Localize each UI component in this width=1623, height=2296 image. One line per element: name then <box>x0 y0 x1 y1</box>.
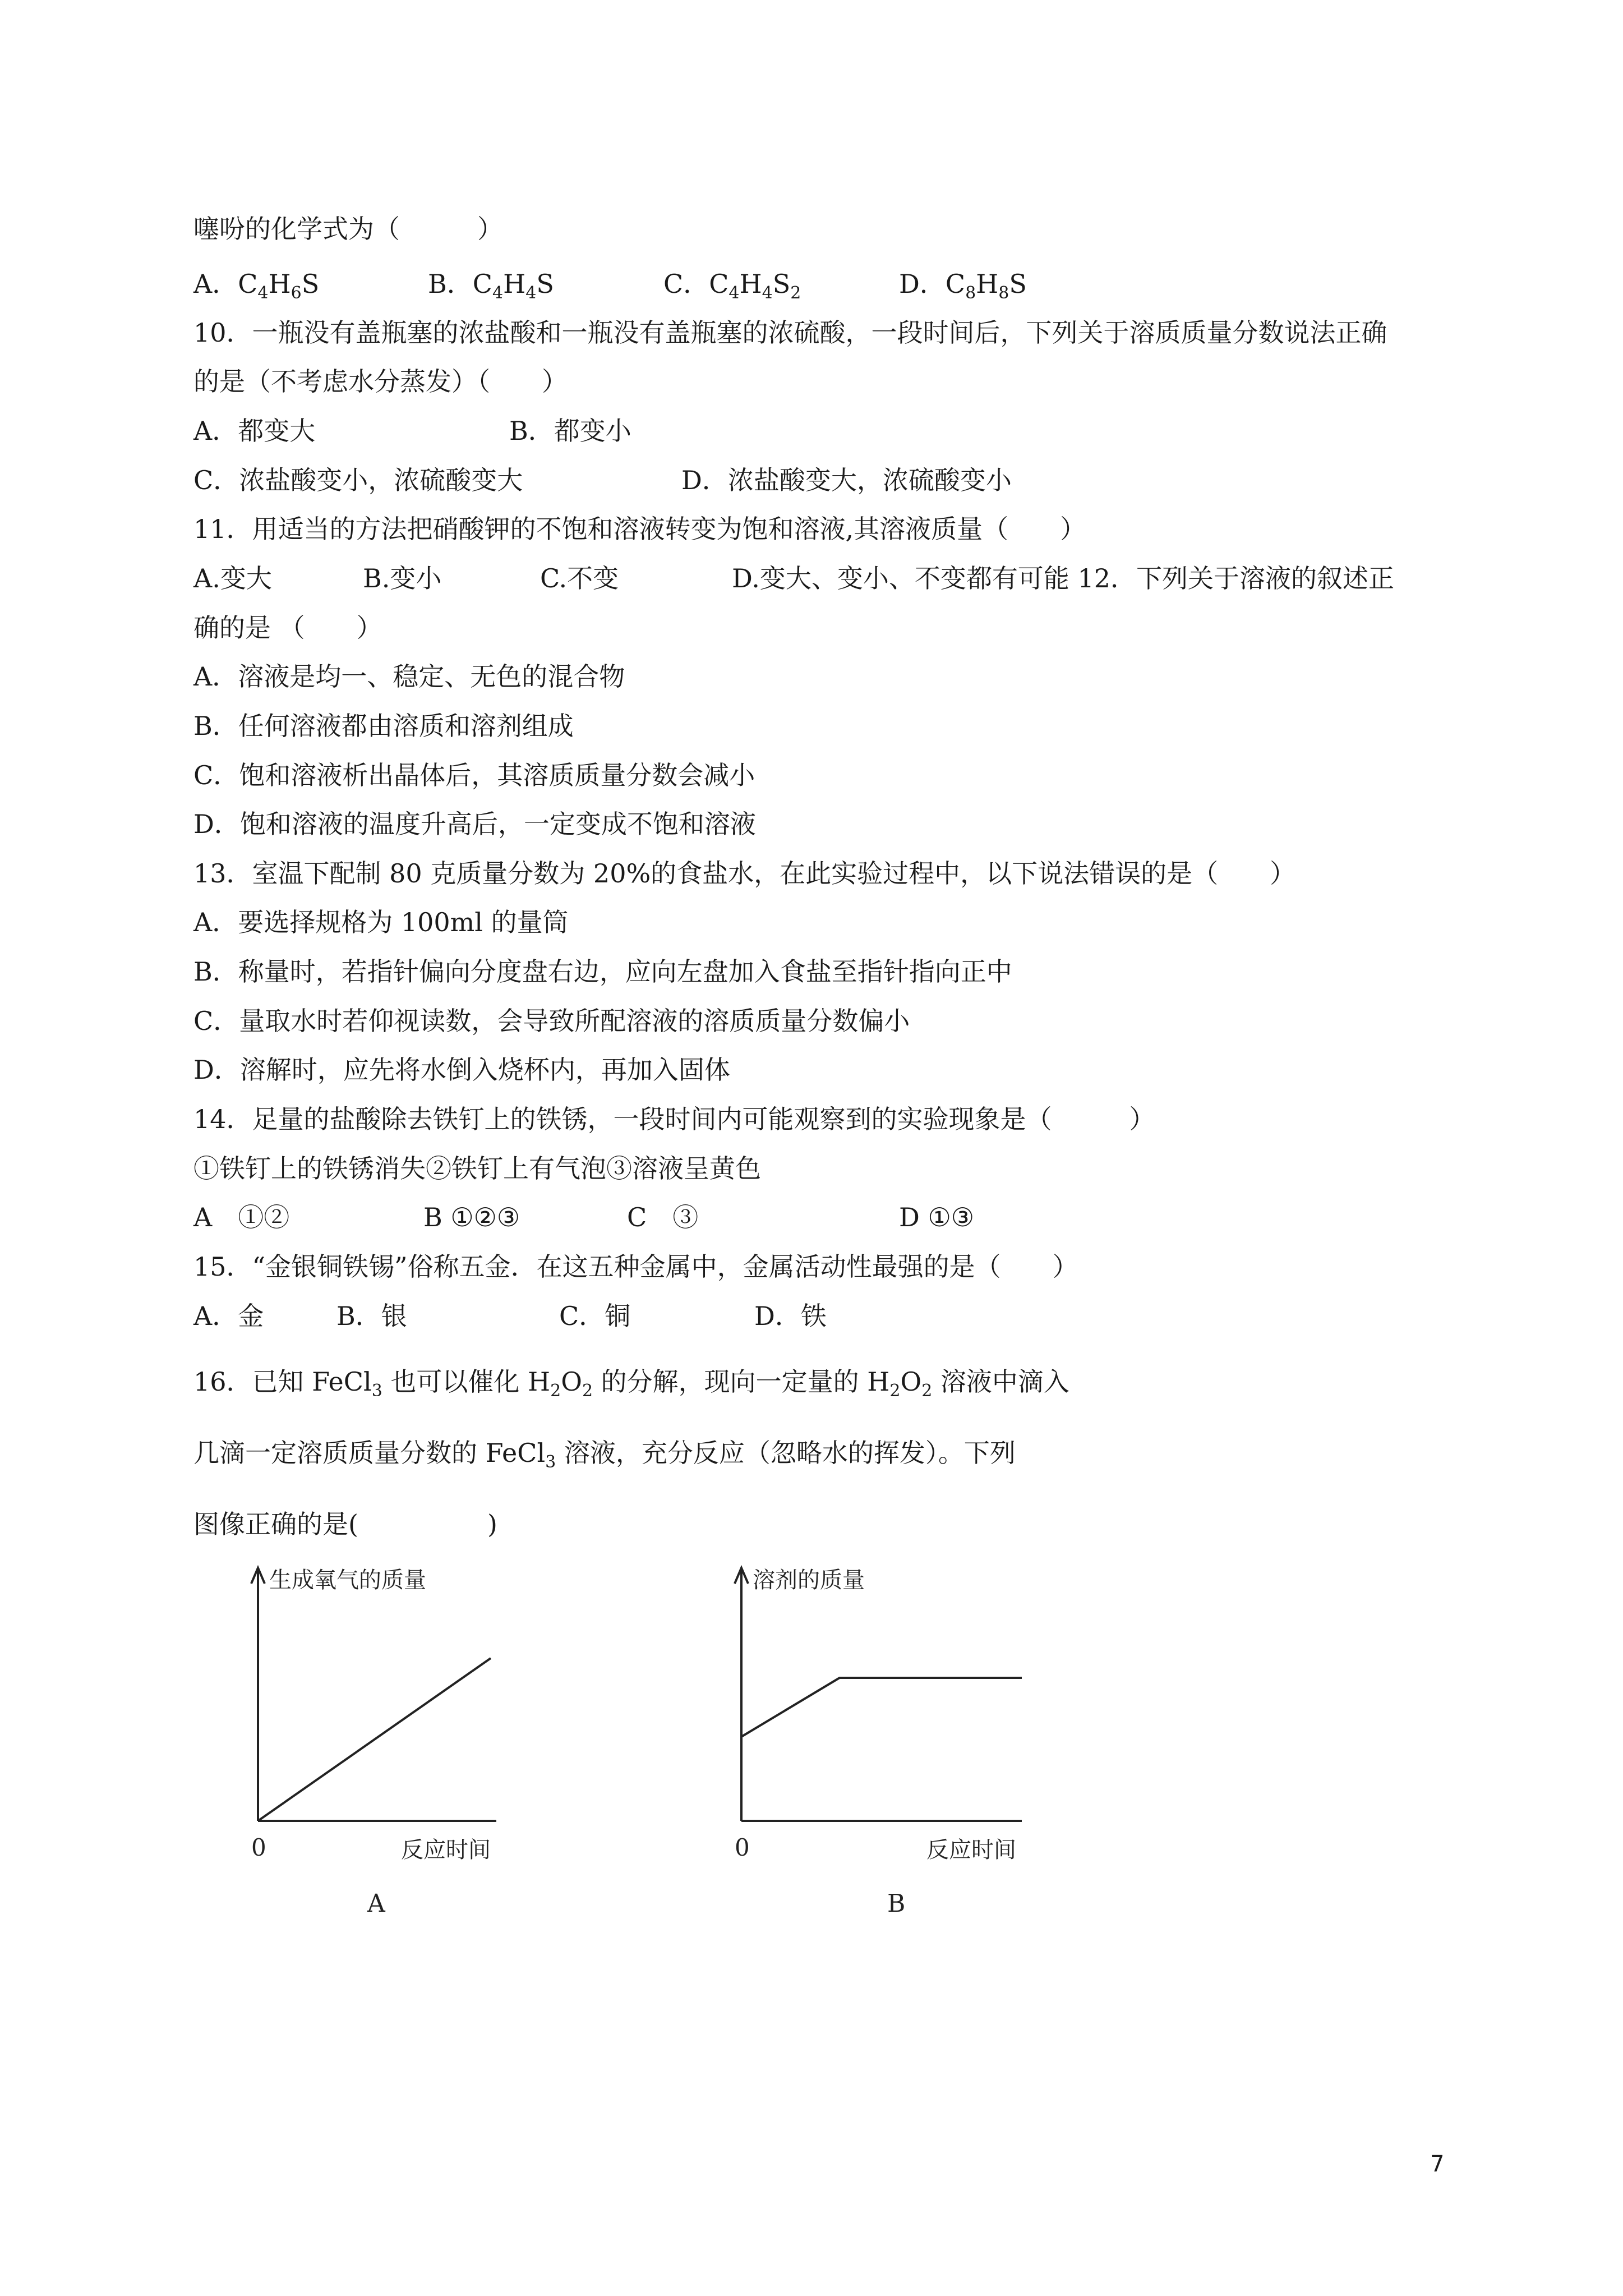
q9-d-mid: H <box>976 269 999 299</box>
q10-option-d[interactable]: D．浓盐酸变大，浓硫酸变小 <box>681 465 1012 495</box>
q12-option-a[interactable]: A．溶液是均一、稳定、无色的混合物 <box>193 661 625 692</box>
q16-stem-line1 <box>193 1365 1069 1401</box>
q9-c-suffix: S <box>772 269 791 299</box>
q16-stem-line3: 图像正确的是( ) <box>193 1509 497 1539</box>
q16-l1-a: 16．已知 FeCl <box>193 1366 372 1397</box>
q16-l1-sub4: 2 <box>889 1381 901 1401</box>
q9-option-d[interactable] <box>899 267 1027 301</box>
chart-b-y-label: 溶剂的质量 <box>753 1567 865 1593</box>
q13-option-a[interactable]: A．要选择规格为 100ml 的量筒 <box>193 907 569 937</box>
q12-option-c[interactable]: C．饱和溶液析出晶体后，其溶质质量分数会减小 <box>193 760 755 790</box>
q16-l1-e: O <box>900 1366 922 1397</box>
q16-l1-d: 的分解，现向一定量的 H <box>593 1366 890 1397</box>
q9-c-text: C．C <box>663 269 729 299</box>
q14-option-a[interactable]: A ①② <box>193 1202 290 1232</box>
q16-l1-sub1: 3 <box>371 1381 382 1401</box>
chart-b-series-line <box>741 1678 1022 1737</box>
q11-option-d-and-q12-start[interactable]: D.变大、变小、不变都有可能 12．下列关于溶液的叙述正 <box>732 563 1395 593</box>
q9-option-c[interactable] <box>663 267 801 301</box>
q10-option-a[interactable]: A．都变大 <box>193 416 316 446</box>
chart-a-series-line <box>258 1658 491 1821</box>
q9-b-sub1: 4 <box>492 283 504 303</box>
q13-option-c[interactable]: C．量取水时若仰视读数，会导致所配溶液的溶质质量分数偏小 <box>193 1006 910 1036</box>
q9-d-suffix: S <box>1009 269 1027 299</box>
q16-l2-sub1: 3 <box>545 1452 556 1472</box>
q16-l1-sub2: 2 <box>550 1381 561 1401</box>
q16-l1-c: O <box>561 1366 582 1397</box>
q16-l1-b: 也可以催化 H <box>382 1366 551 1397</box>
q10-stem-line1: 10．一瓶没有盖瓶塞的浓盐酸和一瓶没有盖瓶塞的浓硫酸，一段时间后，下列关于溶质质量分数说法正确 <box>193 318 1387 348</box>
q15-option-a[interactable]: A．金 <box>193 1301 264 1331</box>
q9-b-suffix: S <box>536 269 554 299</box>
q9-option-b[interactable] <box>428 267 554 301</box>
q9-d-sub1: 8 <box>965 283 976 303</box>
q13-option-b[interactable]: B．称量时，若指针偏向分度盘右边，应向左盘加入食盐至指针指向正中 <box>193 956 1012 987</box>
q9-b-mid: H <box>503 269 526 299</box>
chart-b-origin-label: 0 <box>735 1834 750 1861</box>
q14-option-d[interactable]: D ①③ <box>899 1202 974 1232</box>
chart-a-y-label: 生成氧气的质量 <box>269 1567 426 1593</box>
q11-option-c[interactable]: C.不变 <box>540 563 619 593</box>
chart-b-caption: B <box>887 1889 906 1918</box>
q9-c-sub2: 4 <box>762 283 773 303</box>
q16-l2-a: 几滴一定溶质质量分数的 FeCl <box>193 1438 546 1468</box>
q9-a-suffix: S <box>301 269 320 299</box>
q11-option-a[interactable]: A.变大 <box>193 563 272 593</box>
q14-option-b[interactable]: B ①②③ <box>423 1202 520 1232</box>
q9-d-sub2: 8 <box>998 283 1009 303</box>
q16-stem-line2 <box>193 1436 1016 1470</box>
page-number: 7 <box>1430 2151 1445 2177</box>
q12-stem-line2: 确的是 （ ） <box>193 613 382 643</box>
q11-stem: 11．用适当的方法把硝酸钾的不饱和溶液转变为饱和溶液,其溶液质量（ ） <box>193 514 1086 544</box>
q14-phenomena: ①铁钉上的铁锈消失②铁钉上有气泡③溶液呈黄色 <box>193 1153 761 1184</box>
q10-stem-line2: 的是（不考虑水分蒸发）（ ） <box>193 366 568 397</box>
q13-stem: 13．室温下配制 80 克质量分数为 20%的食盐水，在此实验过程中，以下说法错误的是（ ） <box>193 858 1296 889</box>
q14-option-c[interactable]: C ③ <box>627 1202 699 1232</box>
q9-stem-tail: 噻吩的化学式为（ ） <box>193 214 503 244</box>
q16-l2-b: 溶液，充分反应（忽略水的挥发）。下列 <box>556 1438 1016 1468</box>
q10-option-b[interactable]: B．都变小 <box>509 416 631 446</box>
q9-option-a[interactable] <box>193 267 319 301</box>
q14-stem: 14．足量的盐酸除去铁钉上的铁锈，一段时间内可能观察到的实验现象是（ ） <box>193 1104 1155 1134</box>
q9-a-text: A．C <box>193 269 258 299</box>
q15-option-c[interactable]: C．铜 <box>559 1301 631 1331</box>
q9-b-sub2: 4 <box>525 283 537 303</box>
q16-charts <box>0 1543 1623 1935</box>
q9-a-sub1: 4 <box>257 283 269 303</box>
q16-l1-sub5: 2 <box>921 1381 933 1401</box>
q9-c-sub1: 4 <box>728 283 740 303</box>
q9-c-mid: H <box>739 269 762 299</box>
q9-d-text: D．C <box>899 269 966 299</box>
chart-a-origin-label: 0 <box>251 1834 266 1861</box>
chart-a-caption: A <box>367 1889 385 1918</box>
q15-option-d[interactable]: D．铁 <box>754 1301 827 1331</box>
q12-option-b[interactable]: B．任何溶液都由溶质和溶剂组成 <box>193 711 574 741</box>
q9-c-sub3: 2 <box>790 283 801 303</box>
q15-stem: 15．“金银铜铁锡”俗称五金．在这五种金属中，金属活动性最强的是（ ） <box>193 1251 1078 1282</box>
q11-option-b[interactable]: B.变小 <box>363 563 442 593</box>
chart-a-x-label: 反应时间 <box>401 1837 491 1863</box>
q10-option-c[interactable]: C．浓盐酸变小，浓硫酸变大 <box>193 465 523 495</box>
q13-option-d[interactable]: D．溶解时，应先将水倒入烧杯内，再加入固体 <box>193 1055 730 1085</box>
q9-b-text: B．C <box>428 269 492 299</box>
q16-l1-f: 溶液中滴入 <box>932 1366 1069 1397</box>
q9-a-mid: H <box>268 269 291 299</box>
chart-b-x-label: 反应时间 <box>926 1837 1016 1863</box>
q9-a-sub2: 6 <box>291 283 302 303</box>
q16-l1-sub3: 2 <box>582 1381 593 1401</box>
q12-option-d[interactable]: D．饱和溶液的温度升高后，一定变成不饱和溶液 <box>193 809 756 839</box>
q15-option-b[interactable]: B．银 <box>336 1301 407 1331</box>
